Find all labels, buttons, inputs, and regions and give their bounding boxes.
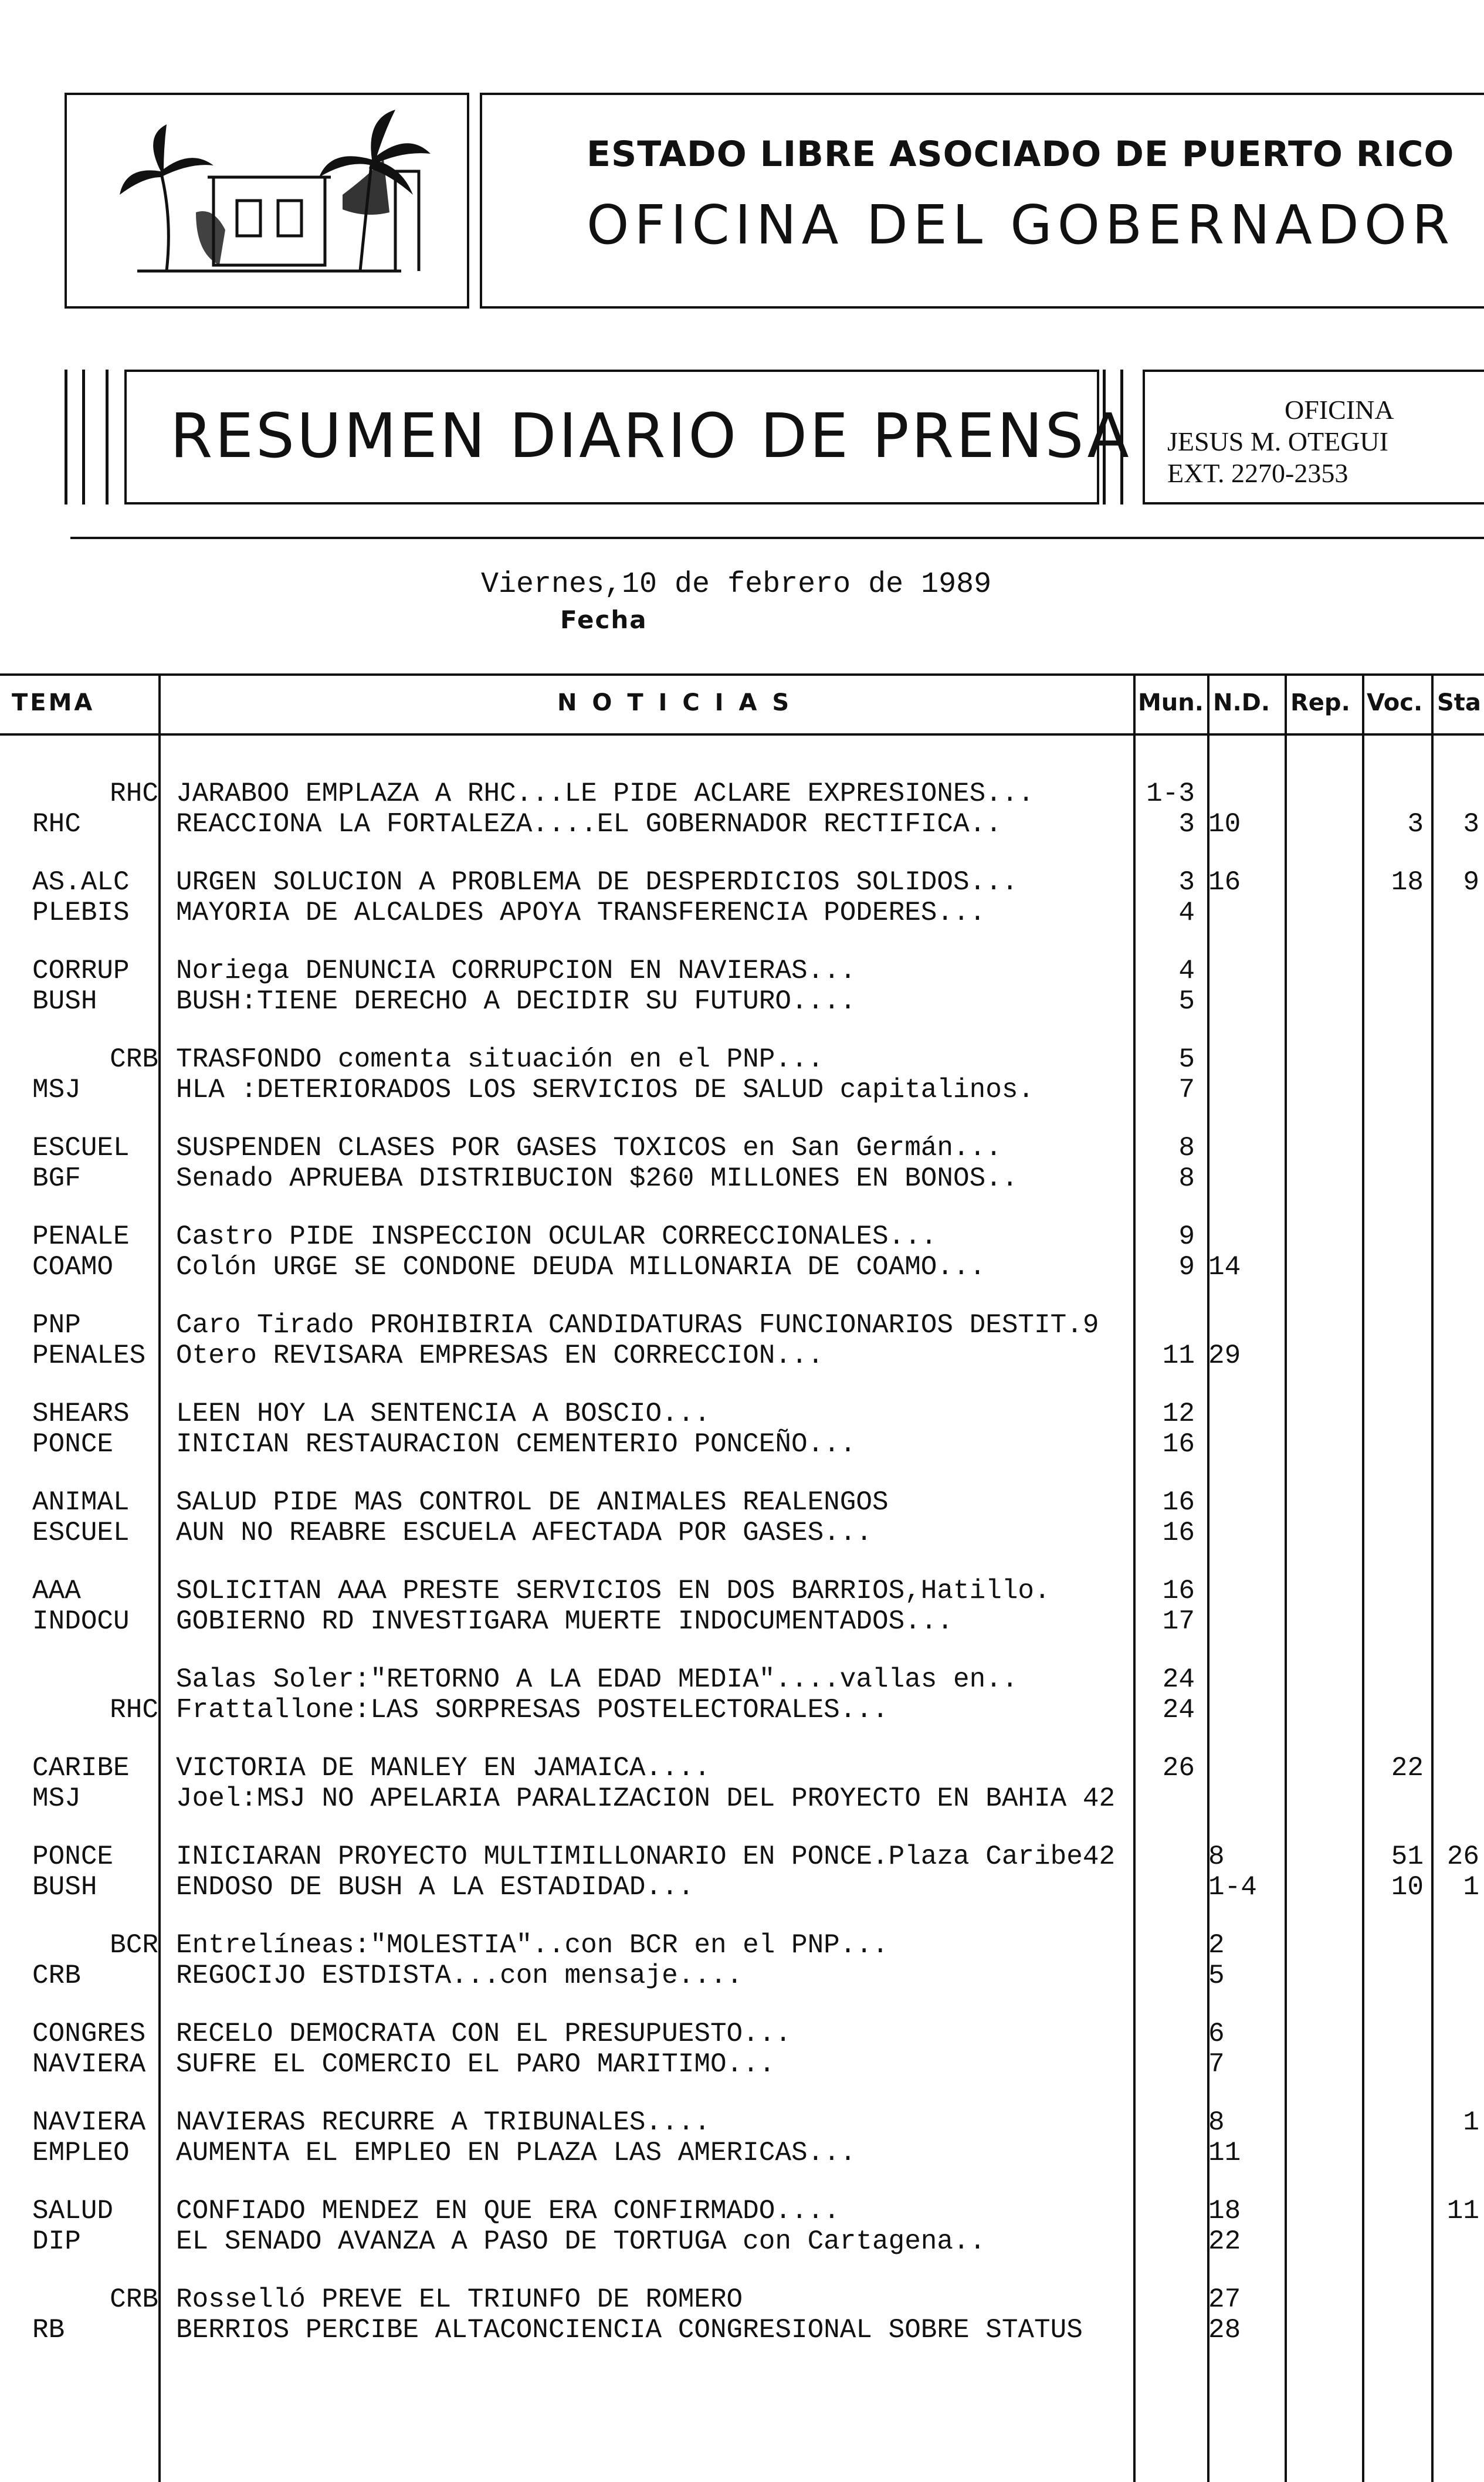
row-tema: RHC — [110, 1695, 158, 1725]
row-nd: 6 — [1208, 2019, 1225, 2049]
date-label: Fecha — [560, 605, 648, 634]
row-noticia: SOLICITAN AAA PRESTE SERVICIOS EN DOS BARRIOS,Hatillo. — [176, 1576, 1051, 1606]
row-sta: 1 — [1463, 1872, 1479, 1902]
row-tema: CRB — [110, 2284, 158, 2315]
row-mun: 7 — [1178, 1075, 1195, 1105]
row-tema: RHC — [32, 809, 81, 839]
row-noticia: GOBIERNO RD INVESTIGARA MUERTE INDOCUMENTADOS... — [176, 1606, 954, 1637]
table-top-rule — [0, 673, 1484, 676]
row-noticia: Salas Soler:"RETORNO A LA EDAD MEDIA"....vallas en.. — [176, 1664, 1018, 1695]
row-sta: 26 — [1446, 1841, 1479, 1872]
row-noticia: INICIARAN PROYECTO MULTIMILLONARIO EN PONCE.Plaza Caribe42 — [176, 1841, 1116, 1872]
row-nd: 28 — [1208, 2315, 1241, 2345]
row-sta: 1 — [1463, 2107, 1479, 2138]
row-nd: 29 — [1208, 1340, 1241, 1371]
row-tema: CRB — [110, 1044, 158, 1075]
row-nd: 14 — [1208, 1252, 1241, 1282]
row-mun: 16 — [1162, 1487, 1195, 1518]
row-tema: CORRUP — [32, 956, 130, 986]
row-nd: 7 — [1208, 2049, 1225, 2080]
row-noticia: NAVIERAS RECURRE A TRIBUNALES.... — [176, 2107, 710, 2138]
banner-bar-left-3 — [106, 370, 109, 504]
date-text: Viernes,10 de febrero de 1989 — [481, 568, 992, 601]
row-tema: AAA — [32, 1576, 81, 1606]
row-noticia: HLA :DETERIORADOS LOS SERVICIOS DE SALUD capitalinos. — [176, 1075, 1035, 1105]
row-noticia: Senado APRUEBA DISTRIBUCION $260 MILLONES EN BONOS.. — [176, 1163, 1018, 1194]
logo-box — [65, 93, 469, 309]
row-nd: 10 — [1208, 809, 1241, 839]
contact-office: OFICINA — [1285, 395, 1394, 425]
row-mun: 24 — [1162, 1695, 1195, 1725]
row-tema: CRB — [32, 1960, 81, 1991]
row-tema: PLEBIS — [32, 898, 130, 928]
row-mun: 5 — [1178, 1044, 1195, 1075]
row-tema: RB — [32, 2315, 65, 2345]
row-tema: NAVIERA — [32, 2049, 146, 2080]
row-mun: 5 — [1178, 986, 1195, 1017]
row-tema: ESCUEL — [32, 1133, 130, 1163]
row-nd: 1-4 — [1208, 1872, 1257, 1902]
row-voc: 22 — [1391, 1753, 1424, 1783]
row-noticia: LEEN HOY LA SENTENCIA A BOSCIO... — [176, 1399, 710, 1429]
row-mun: 16 — [1162, 1429, 1195, 1460]
row-tema: SALUD — [32, 2196, 114, 2226]
row-mun: 3 — [1178, 809, 1195, 839]
row-noticia: Noriega DENUNCIA CORRUPCION EN NAVIERAS... — [176, 956, 856, 986]
row-mun: 8 — [1178, 1133, 1195, 1163]
row-tema: PONCE — [32, 1841, 114, 1872]
row-tema: RHC — [110, 778, 158, 809]
row-noticia: AUN NO REABRE ESCUELA AFECTADA POR GASES... — [176, 1518, 872, 1548]
row-mun: 24 — [1162, 1664, 1195, 1695]
row-tema: CONGRES — [32, 2019, 146, 2049]
row-tema: MSJ — [32, 1783, 81, 1814]
row-nd: 11 — [1208, 2138, 1241, 2168]
row-noticia: BERRIOS PERCIBE ALTACONCIENCIA CONGRESIONAL SOBRE STATUS — [176, 2315, 1083, 2345]
row-mun: 26 — [1162, 1753, 1195, 1783]
row-mun: 12 — [1162, 1399, 1195, 1429]
header-sta: Sta — [1437, 689, 1481, 716]
row-noticia: REACCIONA LA FORTALEZA....EL GOBERNADOR RECTIFICA.. — [176, 809, 1002, 839]
row-tema: ESCUEL — [32, 1518, 130, 1548]
row-noticia: Entrelíneas:"MOLESTIA"..con BCR en el PNP... — [176, 1930, 889, 1960]
row-noticia: Joel:MSJ NO APELARIA PARALIZACION DEL PROYECTO EN BAHIA 42 — [176, 1783, 1116, 1814]
row-tema: DIP — [32, 2226, 81, 2257]
tema-column-divider — [158, 675, 161, 2482]
banner-bar-right-1 — [1103, 370, 1106, 504]
table-header-rule — [0, 733, 1484, 736]
row-noticia: VICTORIA DE MANLEY EN JAMAICA.... — [176, 1753, 710, 1783]
row-mun: 3 — [1178, 867, 1195, 898]
row-nd: 8 — [1208, 2107, 1225, 2138]
row-noticia: Otero REVISARA EMPRESAS EN CORRECCION... — [176, 1340, 824, 1371]
row-nd: 2 — [1208, 1930, 1225, 1960]
row-tema: PONCE — [32, 1429, 114, 1460]
header-rep: Rep. — [1290, 689, 1350, 716]
row-mun: 1-3 — [1146, 778, 1195, 809]
row-noticia: URGEN SOLUCION A PROBLEMA DE DESPERDICIOS SOLIDOS... — [176, 867, 1018, 898]
row-tema: EMPLEO — [32, 2138, 130, 2168]
row-noticia: Colón URGE SE CONDONE DEUDA MILLONARIA DE COAMO... — [176, 1252, 986, 1282]
row-noticia: SUSPENDEN CLASES POR GASES TOXICOS en San Germán... — [176, 1133, 1002, 1163]
row-mun: 17 — [1162, 1606, 1195, 1637]
row-noticia: Rosselló PREVE EL TRIUNFO DE ROMERO — [176, 2284, 743, 2315]
banner-bar-right-2 — [1120, 370, 1123, 504]
header-nd: N.D. — [1213, 689, 1270, 716]
row-tema: ANIMAL — [32, 1487, 130, 1518]
row-sta: 11 — [1446, 2196, 1479, 2226]
header-noticias: N O T I C I A S — [557, 689, 793, 716]
row-noticia: EL SENADO AVANZA A PASO DE TORTUGA con Cartagena.. — [176, 2226, 986, 2257]
row-nd: 27 — [1208, 2284, 1241, 2315]
row-tema: AS.ALC — [32, 867, 130, 898]
row-nd: 18 — [1208, 2196, 1241, 2226]
row-voc: 18 — [1391, 867, 1424, 898]
row-noticia: Castro PIDE INSPECCION OCULAR CORRECCIONALES... — [176, 1221, 937, 1252]
row-noticia: Frattallone:LAS SORPRESAS POSTELECTORALES... — [176, 1695, 889, 1725]
row-mun: 16 — [1162, 1576, 1195, 1606]
row-noticia: RECELO DEMOCRATA CON EL PRESUPUESTO... — [176, 2019, 791, 2049]
banner-bar-left-1 — [65, 370, 67, 504]
row-tema: PENALE — [32, 1221, 130, 1252]
row-tema: NAVIERA — [32, 2107, 146, 2138]
row-voc: 10 — [1391, 1872, 1424, 1902]
row-tema: INDOCU — [32, 1606, 130, 1637]
row-tema: BCR — [110, 1930, 158, 1960]
row-mun: 16 — [1162, 1518, 1195, 1548]
header-mun: Mun. — [1138, 689, 1204, 716]
row-sta: 9 — [1463, 867, 1479, 898]
row-tema: PENALES — [32, 1340, 146, 1371]
row-mun: 11 — [1162, 1340, 1195, 1371]
row-noticia: SUFRE EL COMERCIO EL PARO MARITIMO... — [176, 2049, 775, 2080]
rep-column-divider — [1285, 675, 1287, 2482]
office-name: OFICINA DEL GOBERNADOR — [587, 194, 1455, 256]
contact-name: JESUS M. OTEGUI — [1167, 426, 1388, 456]
row-mun: 9 — [1178, 1221, 1195, 1252]
row-noticia: REGOCIJO ESTDISTA...con mensaje.... — [176, 1960, 743, 1991]
banner-bar-left-2 — [82, 370, 85, 504]
row-tema: BUSH — [32, 1872, 97, 1902]
row-tema: BGF — [32, 1163, 81, 1194]
state-name: ESTADO LIBRE ASOCIADO DE PUERTO RICO — [587, 134, 1455, 175]
row-mun: 4 — [1178, 898, 1195, 928]
row-voc: 3 — [1407, 809, 1424, 839]
header-voc: Voc. — [1367, 689, 1423, 716]
row-noticia: JARABOO EMPLAZA A RHC...LE PIDE ACLARE EXPRESIONES... — [176, 778, 1035, 809]
fortaleza-logo-icon — [67, 95, 467, 306]
row-nd: 5 — [1208, 1960, 1225, 1991]
row-mun: 9 — [1178, 1252, 1195, 1282]
row-noticia: MAYORIA DE ALCALDES APOYA TRANSFERENCIA PODERES... — [176, 898, 986, 928]
row-noticia: TRASFONDO comenta situación en el PNP... — [176, 1044, 824, 1075]
row-tema: COAMO — [32, 1252, 114, 1282]
row-nd: 8 — [1208, 1841, 1225, 1872]
row-noticia: Caro Tirado PROHIBIRIA CANDIDATURAS FUNCIONARIOS DESTIT.9 — [176, 1310, 1099, 1340]
row-noticia: BUSH:TIENE DERECHO A DECIDIR SU FUTURO.... — [176, 986, 856, 1017]
row-noticia: CONFIADO MENDEZ EN QUE ERA CONFIRMADO.... — [176, 2196, 840, 2226]
header-tema: TEMA — [12, 689, 95, 716]
row-mun: 8 — [1178, 1163, 1195, 1194]
row-tema: MSJ — [32, 1075, 81, 1105]
row-noticia: AUMENTA EL EMPLEO EN PLAZA LAS AMERICAS... — [176, 2138, 856, 2168]
row-nd: 16 — [1208, 867, 1241, 898]
row-mun: 4 — [1178, 956, 1195, 986]
row-tema: SHEARS — [32, 1399, 130, 1429]
row-noticia: ENDOSO DE BUSH A LA ESTADIDAD... — [176, 1872, 694, 1902]
row-tema: BUSH — [32, 986, 97, 1017]
contact-extension: EXT. 2270-2353 — [1167, 458, 1349, 488]
row-nd: 22 — [1208, 2226, 1241, 2257]
banner-title: RESUMEN DIARIO DE PRENSA — [170, 400, 1131, 472]
voc-column-divider — [1362, 675, 1364, 2482]
row-voc: 51 — [1391, 1841, 1424, 1872]
row-sta: 3 — [1463, 809, 1479, 839]
header-rule — [70, 537, 1484, 539]
row-noticia: INICIAN RESTAURACION CEMENTERIO PONCEÑO... — [176, 1429, 856, 1460]
row-noticia: SALUD PIDE MAS CONTROL DE ANIMALES REALENGOS — [176, 1487, 889, 1518]
row-tema: CARIBE — [32, 1753, 130, 1783]
row-tema: PNP — [32, 1310, 81, 1340]
